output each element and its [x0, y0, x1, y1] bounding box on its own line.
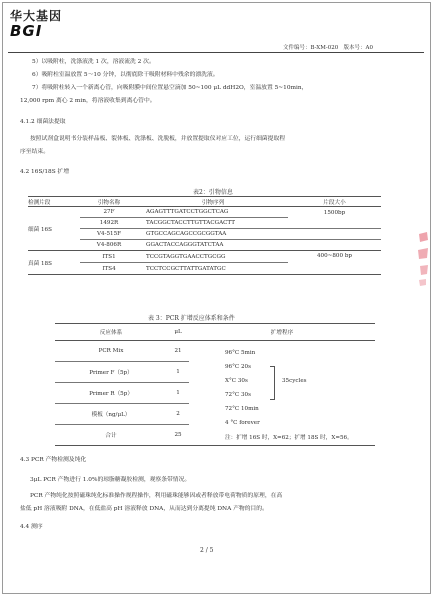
system-cell: Primer F（5p） — [89, 370, 133, 376]
segment-cell: 真菌 18S — [28, 260, 52, 267]
primer-seq: GTGCCAGCAGCCGCGGTAA — [138, 229, 288, 240]
primer-name: ITS4 — [102, 265, 116, 272]
primer-seq: TACGGCTACCTTGTTACGACTT — [138, 218, 288, 229]
segment-cell: 细菌 16S — [28, 226, 52, 233]
table3-header-program: 扩增程序 — [270, 330, 294, 336]
header-divider — [8, 52, 424, 53]
primer-seq: AGAGTTTGATCCTGGCTCAG — [138, 207, 288, 218]
system-cell: 合计 — [105, 433, 117, 439]
system-cell: PCR Mix — [98, 348, 124, 354]
pcr-step-1: 96°C 5min — [225, 350, 256, 356]
table-row — [28, 240, 381, 251]
step-7: 7）将吸附柱转入一个新离心管，向吸附膜中间位置悬空滴加 50~100 μL ddH2O，室温放置 5~10min， — [32, 85, 308, 91]
table-row — [28, 229, 381, 240]
primer-seq: TCCGTAGGTGAACCTGCGG — [138, 251, 288, 263]
pcr-step-5: 72°C 10min — [225, 406, 259, 412]
table2-header-seq: 引物序列 — [201, 199, 225, 206]
program-cell — [189, 341, 375, 446]
step-7-cont: 12,000 rpm 离心 2 min，将溶液收集到离心管中。 — [20, 98, 156, 104]
ul-cell: 1 — [176, 390, 180, 396]
size-cell: 400~800 bp — [317, 253, 352, 259]
primer-seq: TCCTCCGCTTATTGATATGC — [146, 265, 226, 272]
table3-header-ul: μL — [174, 329, 182, 335]
section-4-3-heading: 4.3 PCR 产物检测及纯化 — [20, 457, 87, 463]
section-4-2-heading: 4.2 16S/18S 扩增 — [20, 169, 70, 175]
cycle-bracket — [270, 366, 275, 400]
table2-header-name: 引物名称 — [97, 199, 121, 206]
pcr-note: 注：扩增 16S 时，X=62；扩增 18S 时，X=56。 — [225, 435, 353, 441]
pcr-step-3: X°C 30s — [225, 378, 248, 384]
size-cell: 1500bp — [288, 207, 381, 229]
step-6: 6）吸附柱室温放置 5～10 分钟，以彻底除干吸附材料中残余的漂洗液。 — [32, 72, 219, 78]
primer-name: 1492R — [80, 218, 138, 229]
company-logo-en: BGI — [10, 22, 43, 40]
pcr-cycles: 35cycles — [282, 378, 307, 384]
pcr-table — [55, 323, 375, 446]
table3-header-system: 反应体系 — [99, 330, 123, 336]
section-4-3-p1: 3μL PCR 产物进行 1.0%的琼脂糖凝胶检测，观察条带情况。 — [30, 477, 191, 483]
section-4-1-2-heading: 4.1.2 细菌法提取 — [20, 119, 66, 125]
pcr-step-2: 96°C 20s — [225, 364, 251, 370]
page-number: 2 / 5 — [200, 547, 214, 554]
ul-cell: 2 — [176, 411, 180, 417]
step-5: 5）以吸附柱，洗涤液洗 1 次，溶液流洗 2 次。 — [32, 59, 155, 65]
primer-name: V4-806R — [96, 242, 122, 248]
primer-name: V4-515F — [80, 229, 138, 240]
company-logo-cn: 华大基因 — [10, 9, 63, 23]
ul-cell: 25 — [174, 432, 182, 438]
ul-cell: 1 — [176, 369, 180, 375]
section-4-1-2-body: 按照试剂盒说明书分装样品板、裂体板、洗涤板、洗脱板，并放置提取仪对应工位，运行细菌提取程 — [30, 136, 286, 142]
red-stamp-fragment — [415, 228, 431, 288]
table2-header-size: 片段大小 — [323, 199, 346, 206]
section-4-4-heading: 4.4 测序 — [20, 524, 43, 530]
pcr-step-6: 4 °C forever — [225, 420, 260, 426]
table-row — [55, 341, 375, 362]
doc-number: 文件编号：B-XM-020 — [283, 45, 339, 51]
table-row — [28, 207, 381, 218]
system-cell: Primer R（5p） — [89, 391, 133, 397]
primer-table — [28, 196, 381, 275]
section-4-1-2-body-cont: 序至结束。 — [20, 149, 49, 155]
doc-info — [283, 43, 373, 51]
primer-seq: GGACTACCAGGGTATCTAA — [146, 242, 224, 248]
size-empty — [288, 229, 381, 240]
section-4-3-p2-cont: 盐低 pH 溶液吸附 DNA，在低盐高 pH 溶液释放 DNA，从而达到分离提纯 DNA 产物的目的。 — [20, 506, 268, 512]
pcr-step-4: 72°C 30s — [225, 392, 251, 398]
section-4-3-p2: PCR 产物纯化按照磁珠纯化标准操作规程操作，利用磁珠能够因或者释放带电荷物质的原理，在高 — [30, 493, 283, 499]
system-cell: 模板（ng/μL） — [91, 412, 131, 418]
size-empty — [288, 240, 381, 251]
ul-cell: 21 — [174, 348, 182, 354]
table2-caption: 表2：引物信息 — [193, 189, 233, 196]
primer-name: ITS1 — [80, 251, 138, 263]
table2-header-segment: 检测片段 — [28, 199, 51, 206]
table3-caption: 表 3：PCR 扩增反应体系和条件 — [148, 315, 235, 322]
primer-name: 27F — [80, 207, 138, 218]
table-row — [28, 251, 381, 263]
doc-version: 版本号：A0 — [343, 45, 373, 51]
